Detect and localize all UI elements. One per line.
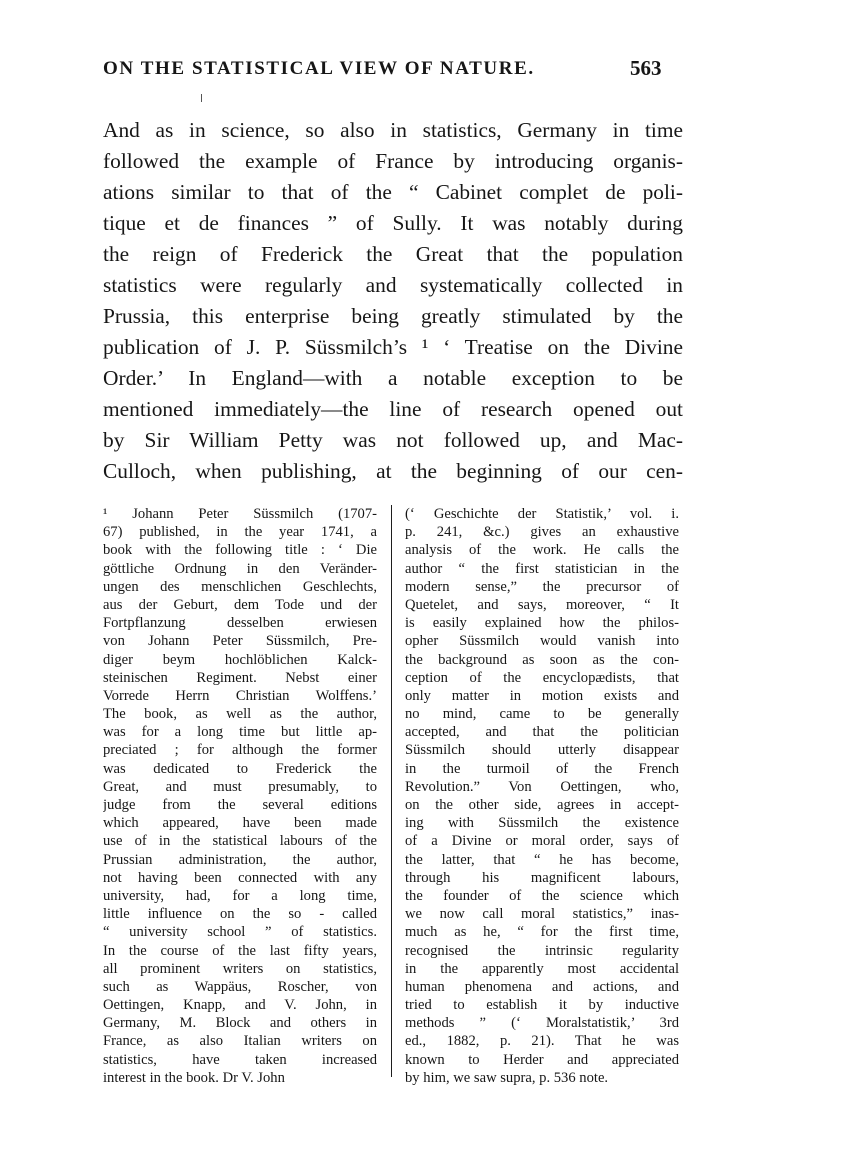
footnote-line: on the other side, agrees in accept- — [405, 797, 679, 813]
footnote-line: von Johann Peter Süssmilch, Pre- — [103, 633, 377, 650]
footnote-line: “ university school ” of statistics. — [103, 924, 377, 941]
footnote-line: all prominent writers on statistics, — [103, 960, 377, 977]
footnote-line: Prussian administration, the author, — [103, 851, 377, 868]
footnote-line: known to Herder and appreciated — [405, 1051, 679, 1068]
body-line: publication of J. P. Süssmilch’s ¹ ‘ Treatise on the Divine — [103, 335, 683, 359]
footnote-line: of a Divine or moral order, says of — [405, 833, 679, 850]
footnote-line: Oettingen, Knapp, and V. John, in — [103, 997, 377, 1014]
footnote-line: statistics, have taken increased — [103, 1051, 377, 1068]
footnote-line: Revolution.” Von Oettingen, who, — [405, 778, 679, 795]
footnote-line: aus der Geburt, dem Tode und der — [103, 596, 377, 613]
footnote-line: in the turmoil of the French — [405, 760, 679, 777]
footnote-line: In the course of the last fifty years, — [103, 942, 377, 959]
footnote-line: diger beym hochlöblichen Kalck- — [103, 651, 377, 668]
footnote-line: analysis of the work. He calls the — [405, 542, 679, 559]
footnote-line: ed., 1882, p. 21). That he was — [405, 1033, 679, 1050]
footnote-line: through his magnificent labours, — [405, 869, 679, 886]
footnote-line: Great, and must presumably, to — [103, 778, 377, 795]
footnote-line: not having been connected with any — [103, 869, 377, 886]
footnote-line: (‘ Geschichte der Statistik,’ vol. i. — [405, 506, 679, 522]
footnote-line: which appeared, have been made — [103, 815, 377, 832]
footnote-line: opher Süssmilch would vanish into — [405, 633, 679, 650]
footnote-line: judge from the several editions — [103, 797, 377, 813]
footnote-line: Fortpflanzung desselben erwiesen — [103, 615, 377, 632]
footnote-line: Germany, M. Block and others in — [103, 1015, 377, 1032]
footnote-right-column — [405, 505, 679, 1087]
body-line: mentioned immediately—the line of research opened out — [103, 397, 683, 421]
footnote-line: was dedicated to Frederick the — [103, 760, 377, 777]
footnote-line: the background as soon as the con- — [405, 651, 679, 668]
footnote-line: the founder of the science which — [405, 887, 679, 904]
running-title: ON THE STATISTICAL VIEW OF NATURE. — [103, 58, 535, 79]
body-line: ations similar to that of the “ Cabinet complet de poli- — [103, 180, 683, 204]
footnote-line: the latter, that “ he has become, — [405, 851, 679, 868]
footnote-line: preciated ; for although the former — [103, 742, 377, 759]
footnote-line: little influence on the so - called — [103, 906, 377, 923]
footnote-line: interest in the book. Dr V. John — [103, 1069, 285, 1086]
body-line: And as in science, so also in statistics, Germany in time — [103, 118, 683, 142]
footnote-line: Süssmilch should utterly disappear — [405, 742, 679, 759]
footnote-line: author “ the first statistician in the — [405, 560, 679, 577]
footnote-line: university, had, for a long time, — [103, 887, 377, 904]
page-number: 563 — [630, 56, 662, 80]
footnote-line: only matter in motion exists and — [405, 687, 679, 704]
body-line: by Sir William Petty was not followed up, and Mac- — [103, 428, 683, 452]
footnote-line: book with the following title : ‘ Die — [103, 542, 377, 559]
footnote-line: tried to establish it by inductive — [405, 997, 679, 1014]
footnote-line: göttliche Ordnung in den Veränder- — [103, 560, 377, 577]
footnote-line: recognised the intrinsic regularity — [405, 942, 679, 959]
footnote-line: steinischen Regiment. Nebst einer — [103, 669, 377, 686]
footnote-line: such as Wappäus, Roscher, von — [103, 978, 377, 995]
footnote-line: methods ” (‘ Moralstatistik,’ 3rd — [405, 1015, 679, 1032]
footnote-line: ungen des menschlichen Geschlechts, — [103, 578, 377, 595]
footnote-left-column — [103, 505, 377, 1087]
body-line: followed the example of France by introducing organis- — [103, 149, 683, 173]
footnote-line: no mind, came to be generally — [405, 706, 679, 723]
footnote-line: use of in the statistical labours of the — [103, 833, 377, 850]
main-paragraph — [103, 115, 683, 487]
footnote-line: ception of the encyclopædists, that — [405, 669, 679, 686]
body-line: statistics were regularly and systematically collected in — [103, 273, 683, 297]
footnote-line: ing with Süssmilch the existence — [405, 815, 679, 832]
footnote-line: France, as also Italian writers on — [103, 1033, 377, 1050]
body-line: Prussia, this enterprise being greatly stimulated by the — [103, 304, 683, 328]
footnote-area — [103, 505, 683, 1105]
footnote-line: accepted, and that the politician — [405, 724, 679, 741]
footnote-line: modern sense,” the precursor of — [405, 578, 679, 595]
footnote-line: by him, we saw supra, p. 536 note. — [405, 1069, 609, 1086]
stray-print-mark — [201, 94, 202, 102]
footnote-line: p. 241, &c.) gives an exhaustive — [405, 524, 679, 541]
footnote-line: The book, as well as the author, — [103, 706, 377, 723]
body-line: tique et de finances ” of Sully. It was notably during — [103, 211, 683, 235]
footnote-line: Vorrede Herrn Christian Wolffens.’ — [103, 687, 377, 704]
body-line: Culloch, when publishing, at the beginning of our cen- — [103, 459, 683, 483]
footnote-line: 67) published, in the year 1741, a — [103, 524, 377, 541]
footnote-line: in the apparently most accidental — [405, 960, 679, 977]
body-line: Order.’ In England—with a notable exception to be — [103, 366, 683, 390]
footnote-line: human phenomena and actions, and — [405, 978, 679, 995]
footnote-line: was for a long time but little ap- — [103, 724, 377, 741]
footnote-line: we now call moral statistics,” inas- — [405, 906, 679, 923]
footnote-line: much as he, “ for the first time, — [405, 924, 679, 941]
footnote-line: ¹ Johann Peter Süssmilch (1707- — [103, 506, 377, 522]
body-line: the reign of Frederick the Great that the population — [103, 242, 683, 266]
column-divider — [391, 505, 392, 1077]
footnote-line: is easily explained how the philos- — [405, 615, 679, 632]
footnote-line: Quetelet, and says, moreover, “ It — [405, 596, 679, 613]
